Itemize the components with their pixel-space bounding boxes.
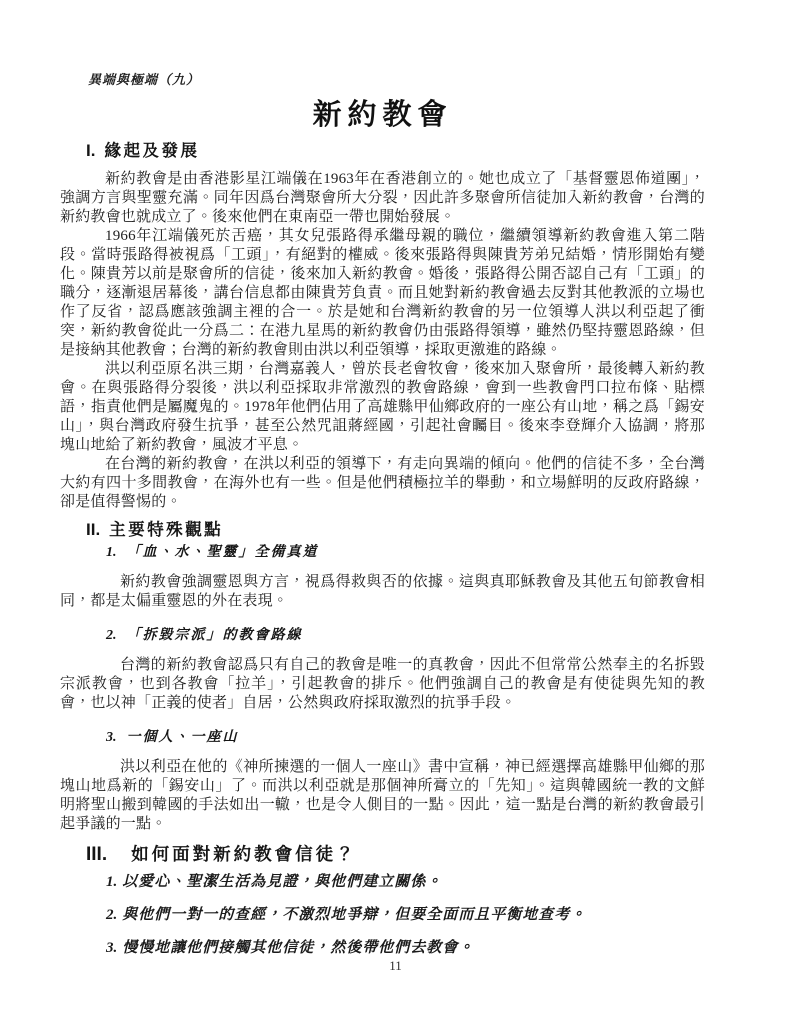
section-heading-2 (86, 519, 705, 541)
subsection-heading-text: 「血、水、聖靈」全備真道 (126, 545, 319, 560)
subsection-heading-1 (106, 544, 705, 562)
subsection-number: 1. (106, 545, 117, 560)
paragraph: 新約教會是由香港影星江端儀在1963年在香港創立的。她也成立了「基督靈恩佈道團」，強調方言與聖靈充滿。同年因爲台灣聚會所大分裂，因此許多聚會所信徒加入新約教會，台灣的新約教會也就成立了。後來他們在東南亞一帶也開始發展。 (60, 171, 705, 225)
paragraph: 台灣的新約教會認爲只有自己的教會是唯一的真教會，因此不但常常公然奉主的名拆毀宗派教會，也到各教會「拉羊」，引起教會的排斥。他們強調自己的教會是有使徒與先知的教會，也以神「正義的使者」自居，公然與政府採取激烈的抗爭手段。 (60, 657, 705, 711)
section-how-to-respond (60, 842, 705, 958)
paragraph: 1966年江端儀死於舌癌，其女兒張路得承繼母親的職位，繼續領導新約教會進入第二階段。當時張路得被視爲「工頭」，有絕對的權威。後來張路得與陳貴芳弟兄結婚，情形開始有變化。陳貴芳以前是聚會所的信徒，後來加入新約教會。婚後，張路得公開否認自己有「工頭」的職分，逐漸退居幕後，講台信息都由陳貴芳負責。而且她對新約教會過去反對其他教派的立場也作了反省，認爲應該強調主裡的合一。於是她和台灣新約教會的另一位領導人洪以利亞起了衝突，新約教會從此一分爲二：在港九星馬的新約教會仍由張路得領導，雖然仍堅持靈恩路線，但是接納其他教會；台灣的新約教會則由洪以利亞領導，採取更激進的路線。 (60, 228, 705, 358)
list-item-number: 3. (106, 940, 118, 956)
section-heading-text: 緣起及發展 (104, 141, 200, 160)
paragraph: 在台灣的新約教會，在洪以利亞的領導下，有走向異端的傾向。他們的信徒不多，全台灣大約有四十多間教會，在海外也有一些。但是他們積極拉羊的舉動，和立場鮮明的反政府路線，卻是值得警惕的。 (60, 456, 705, 510)
list-item-text: 以愛心、聖潔生活為見證，與他們建立關係。 (122, 874, 443, 890)
paragraph: 洪以利亞原名洪三期，台灣嘉義人，曾於長老會牧會，後來加入聚會所，最後轉入新約教會。在與張路得分裂後，洪以利亞採取非常激烈的教會路線，會到一些教會門口拉布條、貼標語，指責他們是屬魔鬼的。1978年他們佔用了高雄縣甲仙鄉政府的一座公有山地，稱之爲「錫安山」，與台灣政府發生抗爭，甚至公然咒詛蔣經國，引起社會矚目。後來李登輝介入協調，將那塊山地給了新約教會，風波才平息。 (60, 361, 705, 453)
subsection-number: 2. (106, 628, 117, 643)
list-item-number: 1. (106, 874, 118, 890)
list-item (106, 873, 705, 892)
section-number: II. (86, 520, 101, 539)
section-special-views (60, 519, 705, 834)
subsection-heading-text: 一個人、一座山 (126, 730, 239, 745)
section-heading-text: 主要特殊觀點 (109, 520, 224, 539)
section-number: III. (86, 844, 108, 865)
section-origins (60, 140, 705, 512)
list-item (106, 939, 705, 958)
subsection-number: 3. (106, 730, 117, 745)
list-item (106, 906, 705, 925)
section-heading-1 (86, 140, 705, 162)
section-number: I. (86, 141, 96, 160)
page-title: 新約教會 (312, 99, 453, 131)
paragraph: 洪以利亞在他的《神所揀選的一個人一座山》書中宣稱，神已經選擇高雄縣甲仙鄉的那塊山地爲新的「錫安山」了。而洪以利亞就是那個神所膏立的「先知」。這與韓國統一教的文鮮明將聖山搬到韓國的手法如出一轍，也是令人側目的一點。因此，這一點是台灣的新約教會最引起爭議的一點。 (60, 759, 705, 832)
list-item-text: 與他們一對一的查經，不激烈地爭辯，但要全面而且平衡地查考。 (122, 907, 587, 923)
subsection-heading-2 (106, 627, 705, 645)
paragraph: 新約教會強調靈恩與方言，視爲得救與否的依據。這與真耶穌教會及其他五旬節教會相同，都是太偏重靈恩的外在表現。 (60, 574, 705, 609)
running-header: 異端與極端（九） (88, 72, 201, 87)
subsection-heading-3 (106, 729, 705, 747)
subsection-heading-text: 「拆毀宗派」的教會路線 (126, 628, 303, 643)
section-heading-3 (86, 842, 705, 867)
section-heading-text: 如何面對新約教會信徒？ (131, 844, 357, 864)
list-item-text: 慢慢地讓他們接觸其他信徒，然後帶他們去教會。 (122, 940, 475, 956)
page-number: 11 (389, 958, 402, 973)
list-item-number: 2. (106, 907, 118, 923)
